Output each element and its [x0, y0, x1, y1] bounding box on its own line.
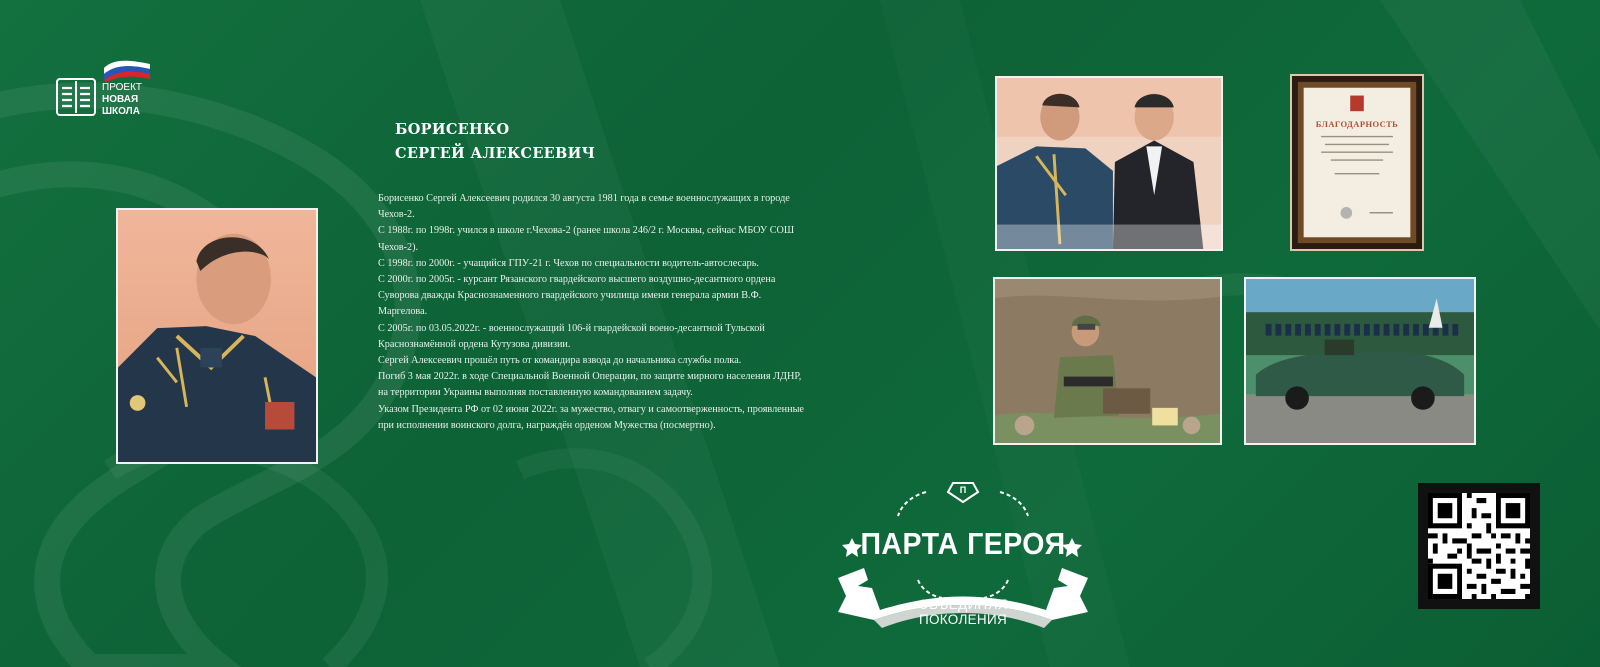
hero-desk-emblem — [838, 480, 1088, 648]
portrait-photo — [116, 208, 318, 464]
project-new-school-logo — [56, 58, 166, 120]
bio-paragraph: С 1988г. по 1998г. учился в школе г.Чехова-2 (ранее школа 246/2 г. Москвы, сейчас МБОУ СОШ Чехов-2). — [378, 225, 795, 253]
bio-paragraph: С 2005г. по 03.05.2022г. - военнослужащий 106-й гвардейской воено-десантной Тульской Краснознамённой ордена Кутузова дивизии. — [378, 322, 765, 350]
certificate-photo — [1290, 74, 1424, 251]
book-icon — [56, 78, 96, 116]
bio-paragraph: Указом Президента РФ от 02 июня 2022г. за мужество, отвагу и самоотверженность, проявленные при исполнении воинского долга, награждён орденом Мужества (посмертно). — [378, 403, 804, 431]
bio-paragraph: Погиб 3 мая 2022г. в ходе Специальной Военной Операции, по защите мирного населения ЛДНР, на территории Украины выполняя поставленную командованием задачу. — [378, 371, 802, 399]
bio-paragraph: С 1998г. по 2000г. - учащийся ГПУ-21 г. Чехов по специальности водитель-автослесарь. — [378, 257, 759, 269]
qr-code-icon — [1428, 493, 1530, 599]
bio-paragraph: Борисенко Сергей Алексеевич родился 30 августа 1981 года в семье военнослужащих в городе Чехов-2. — [378, 193, 790, 221]
hero-surname: БОРИСЕНКО — [395, 121, 510, 138]
bio-paragraph: С 2000г. по 2005г. - курсант Рязанского гвардейского высшего воздушно-десантного ордена Суворова дважды Краснознаменного гвардейского училища имени генерала армии В.Ф. Маргелова. — [378, 274, 776, 318]
hero-name — [395, 118, 595, 166]
parade-car-photo — [1244, 277, 1476, 445]
award-ceremony-photo — [995, 76, 1223, 251]
emblem-subtitle: ОБЪЕДИНЯЯ ПОКОЛЕНИЯ — [918, 597, 1008, 627]
logo-line-new: НОВАЯ — [102, 94, 139, 105]
logo-line-project: ПРОЕКТ — [102, 82, 143, 93]
logo-line-school: ШКОЛА — [102, 106, 140, 117]
certificate-heading: БЛАГОДАРНОСТЬ — [1315, 119, 1399, 129]
bio-paragraph: Сергей Алексеевич прошёл путь от командира взвода до начальника службы полка. — [378, 355, 742, 367]
logo-text — [102, 82, 142, 118]
hero-given-names: СЕРГЕЙ АЛЕКСЕЕВИЧ — [395, 145, 596, 162]
emblem-badge-letter: П — [959, 485, 967, 495]
biography-text — [378, 191, 808, 434]
emblem-title: ПАРТА ГЕРОЯ — [860, 526, 1066, 561]
field-soldier-photo — [993, 277, 1222, 445]
qr-code[interactable] — [1418, 483, 1540, 609]
flag-icon — [102, 58, 152, 82]
